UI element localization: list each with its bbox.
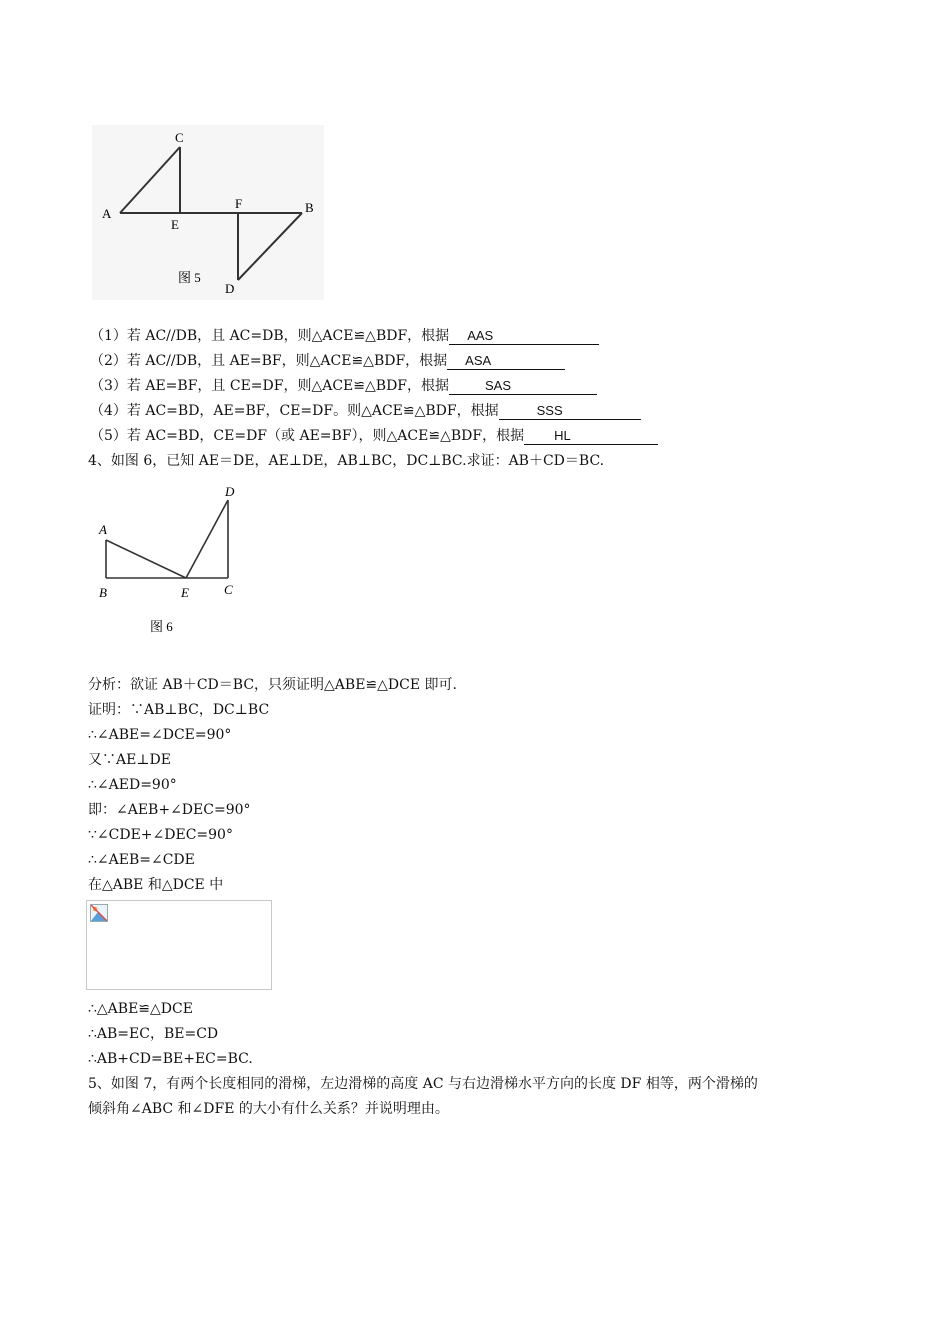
- point-label-c: C: [175, 130, 184, 145]
- proof-line-4: ∴∠AED=90°: [88, 777, 177, 793]
- q3-item-4-answer: SSS: [499, 403, 641, 420]
- conclusion-line-3: ∴AB+CD=BE+EC=BC.: [88, 1051, 253, 1067]
- segment-ae: [106, 540, 186, 578]
- q3-item-3-answer: SAS: [449, 378, 597, 395]
- conclusion-line-1: ∴△ABE≌△DCE: [88, 1001, 193, 1017]
- point-label-f: F: [235, 196, 243, 211]
- point-label-b: B: [305, 200, 314, 215]
- proof-line-1: 证明：∵AB⊥BC，DC⊥BC: [88, 702, 270, 718]
- point-label-a: A: [102, 206, 112, 221]
- q3-item-5-text: （5）若 AC=BD，CE=DF（或 AE=BF），则△ACE≌△BDF，根据: [90, 428, 525, 444]
- broken-image-icon: [90, 904, 108, 922]
- q5-line-1: 5、如图 7，有两个长度相同的滑梯，左边滑梯的高度 AC 与右边滑梯水平方向的长度 DF 相等，两个滑梯的: [88, 1076, 758, 1092]
- point-label-c: C: [224, 582, 233, 597]
- q3-item-4-text: （4）若 AC=BD，AE=BF，CE=DF。则△ACE≌△BDF，根据: [90, 403, 499, 419]
- figure-5-caption: 图 5: [178, 270, 201, 285]
- q3-item-5: [90, 426, 658, 446]
- q3-item-1-text: （1）若 AC//DB，且 AC=DB，则△ACE≌△BDF，根据: [90, 328, 450, 344]
- conclusion-line-2: ∴AB=EC，BE=CD: [88, 1026, 219, 1042]
- q3-item-4: [90, 401, 641, 421]
- point-label-d: D: [225, 281, 235, 296]
- q3-item-2-answer: ASA: [447, 353, 565, 370]
- proof-line-2: ∴∠ABE=∠DCE=90°: [88, 727, 232, 743]
- proof-line-7: ∴∠AEB=∠CDE: [88, 852, 195, 868]
- segment-de: [186, 500, 228, 578]
- point-label-e: E: [181, 585, 189, 600]
- missing-image-placeholder: [86, 900, 272, 990]
- q3-item-3-text: （3）若 AE=BF，且 CE=DF，则△ACE≌△BDF，根据: [90, 378, 450, 394]
- q3-item-1-answer: AAS: [449, 328, 599, 345]
- q3-item-3: [90, 376, 597, 396]
- figure-6-caption: 图 6: [150, 619, 173, 634]
- proof-line-3: 又∵AE⊥DE: [88, 752, 171, 768]
- q4-prompt: 4、如图 6，已知 AE＝DE，AE⊥DE，AB⊥BC，DC⊥BC.求证：AB＋CD＝BC.: [88, 453, 605, 469]
- q3-item-1: [90, 326, 599, 346]
- point-label-b: B: [99, 585, 107, 600]
- q3-item-2-text: （2）若 AC//DB，且 AE=BF，则△ACE≌△BDF，根据: [90, 353, 448, 369]
- proof-line-5: 即：∠AEB+∠DEC=90°: [88, 802, 251, 818]
- q3-item-5-answer: HL: [524, 428, 658, 445]
- proof-line-8: 在△ABE 和△DCE 中: [88, 877, 224, 893]
- proof-line-6: ∵∠CDE+∠DEC=90°: [88, 827, 233, 843]
- q3-item-2: [90, 351, 565, 371]
- q5-line-2: 倾斜角∠ABC 和∠DFE 的大小有什么关系？并说明理由。: [88, 1101, 449, 1117]
- point-label-d: D: [225, 484, 235, 499]
- point-label-e: E: [171, 217, 179, 232]
- q4-analysis: 分析：欲证 AB＋CD＝BC，只须证明△ABE≌△DCE 即可.: [88, 677, 457, 693]
- point-label-a: A: [99, 522, 107, 537]
- figure-5: [92, 125, 324, 300]
- figure-6: [92, 482, 252, 642]
